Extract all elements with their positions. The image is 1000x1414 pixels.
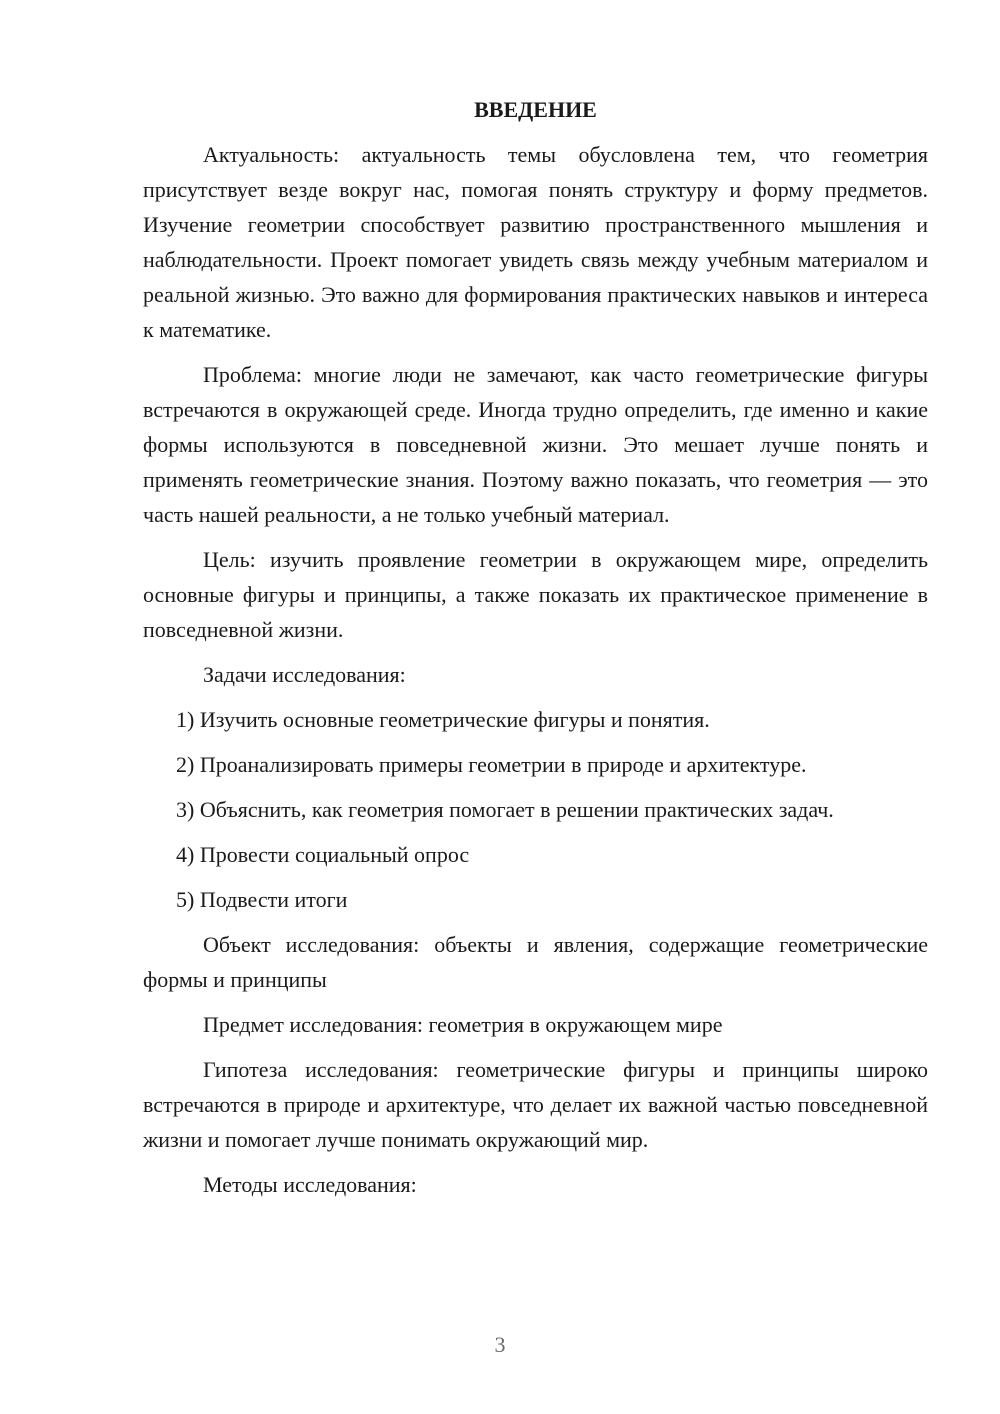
task-item: 3) Объяснить, как геометрия помогает в решении практических задач. bbox=[176, 797, 834, 822]
subject-paragraph: Предмет исследования: геометрия в окружающем мире bbox=[203, 1012, 723, 1037]
page-number: 3 bbox=[494, 1332, 506, 1357]
object-paragraph: Объект исследования: объекты и явления, содержащие геометрические формы и принципы bbox=[143, 932, 928, 992]
task-item: 1) Изучить основные геометрические фигуры и понятия. bbox=[176, 707, 710, 732]
goal-paragraph: Цель: изучить проявление геометрии в окружающем мире, определить основные фигуры и принципы, а также показать их практическое применение в повседневной жизни. bbox=[143, 547, 928, 642]
task-item: 5) Подвести итоги bbox=[176, 887, 348, 912]
section-title: ВВЕДЕНИЕ bbox=[474, 97, 597, 122]
tasks-list bbox=[143, 702, 928, 917]
tasks-heading: Задачи исследования: bbox=[203, 662, 406, 687]
task-item: 2) Проанализировать примеры геометрии в природе и архитектуре. bbox=[176, 752, 807, 777]
hypothesis-paragraph: Гипотеза исследования: геометрические фигуры и принципы широко встречаются в природе и архитектуре, что делает их важной частью повседневной жизни и помогает лучше понимать окружающий мир. bbox=[143, 1057, 928, 1152]
methods-heading: Методы исследования: bbox=[203, 1172, 417, 1197]
problem-paragraph: Проблема: многие люди не замечают, как часто геометрические фигуры встречаются в окружающей среде. Иногда трудно определить, где именно и какие формы используются в повседневной жизни. Это мешает лучше понять и применять геометрические знания. Поэтому важно показать, что геометрия — это часть нашей реальности, а не только учебный материал. bbox=[143, 362, 928, 527]
relevance-paragraph: Актуальность: актуальность темы обусловлена тем, что геометрия присутствует везде вокруг нас, помогая понять структуру и форму предметов. Изучение геометрии способствует развитию пространственного мышления и наблюдательности. Проект помогает увидеть связь между учебным материалом и реальной жизнью. Это важно для формирования практических навыков и интереса к математике. bbox=[143, 142, 928, 342]
task-item: 4) Провести социальный опрос bbox=[176, 842, 470, 867]
document-body bbox=[143, 92, 928, 1212]
